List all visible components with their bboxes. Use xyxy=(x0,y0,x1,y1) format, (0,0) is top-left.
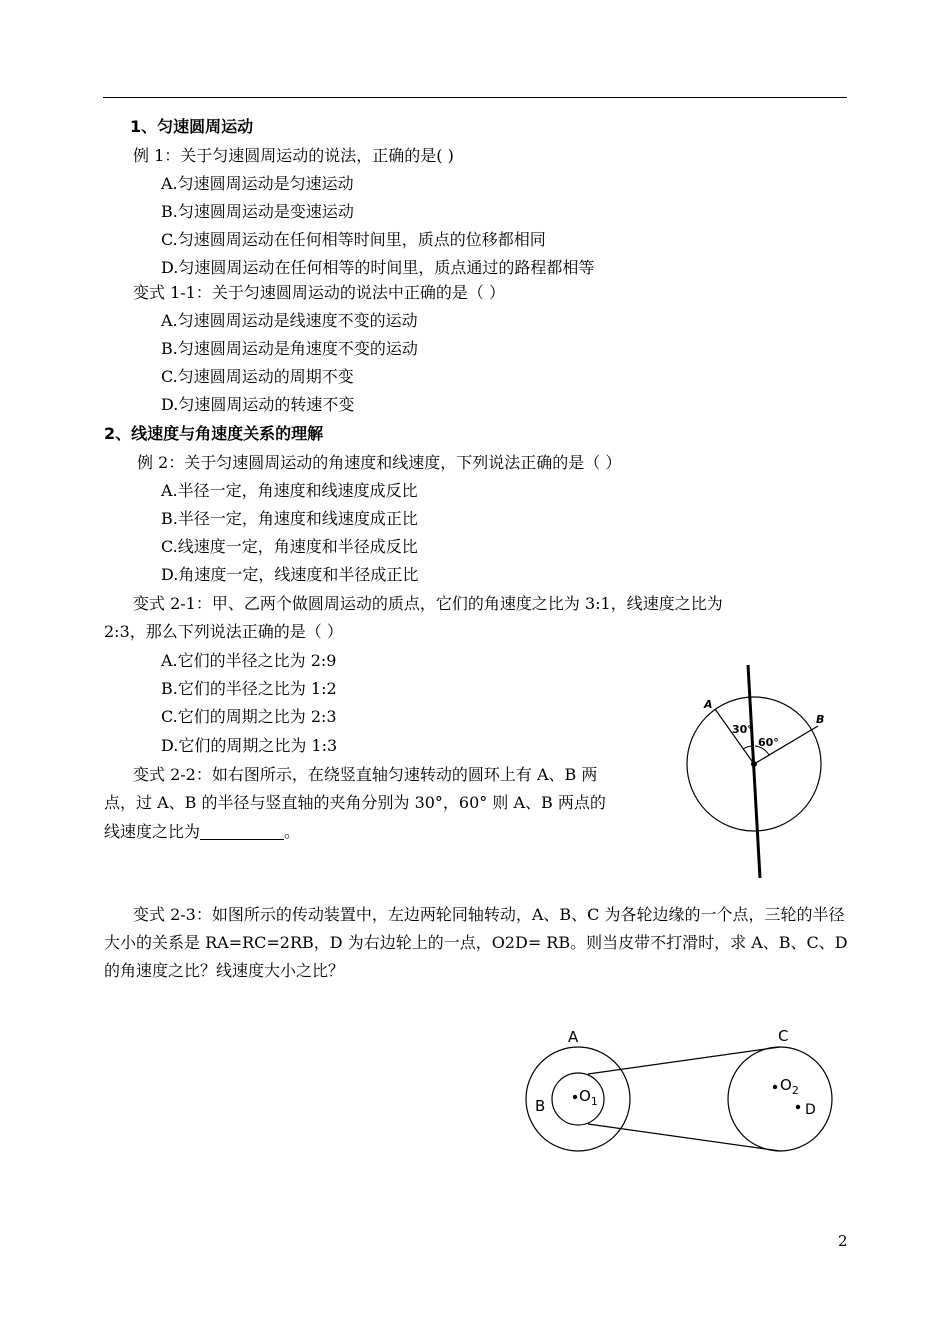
var21-stem-line2: 2:3，那么下列说法正确的是（ ） xyxy=(104,622,343,641)
angle-label-b: 60° xyxy=(758,736,779,749)
section2-heading: 2、线速度与角速度关系的理解 xyxy=(104,424,324,443)
var22-line3 xyxy=(104,821,300,843)
radius-a xyxy=(715,709,754,764)
ex1-option-d: D.匀速圆周运动在任何相等的时间里，质点通过的路程都相等 xyxy=(161,258,595,277)
center-dot xyxy=(751,761,757,767)
o2-dot xyxy=(773,1085,777,1089)
label-a: A xyxy=(704,698,713,711)
var22-line3-prefix: 线速度之比为 xyxy=(104,822,201,841)
var1-option-d: D.匀速圆周运动的转速不变 xyxy=(161,395,355,414)
ex1-stem: 例 1：关于匀速圆周运动的说法，正确的是( ) xyxy=(133,146,454,165)
o1-dot xyxy=(573,1095,577,1099)
label-a: A xyxy=(568,1028,579,1046)
var21-option-c: C.它们的周期之比为 2:3 xyxy=(161,707,337,726)
var23-text: 变式 2-3：如图所示的传动装置中，左边两轮同轴转动，A、B、C 为各轮边缘的一个点，三轮的半径大小的关系是 RA=RC=2RB，D 为右边轮上的一点，O2D= RB。则当皮带不打滑时，求 A、B、C、D 的角速度之比？线速度大小之比？ xyxy=(104,905,848,980)
var21-option-d: D.它们的周期之比为 1:3 xyxy=(161,736,338,755)
answer-blank xyxy=(200,821,284,840)
ex2-stem: 例 2：关于匀速圆周运动的角速度和线速度，下列说法正确的是（ ） xyxy=(137,453,622,472)
label-o1: $O_1$ xyxy=(579,1087,598,1108)
ex2-option-d: D.角速度一定，线速度和半径成正比 xyxy=(161,565,419,584)
header-rule xyxy=(103,97,847,98)
var21-option-b: B.它们的半径之比为 1:2 xyxy=(161,679,337,698)
ring-figure xyxy=(680,660,830,885)
ex1-option-c: C.匀速圆周运动在任何相等时间里，质点的位移都相同 xyxy=(161,230,546,249)
ex2-option-a: A.半径一定，角速度和线速度成反比 xyxy=(161,481,418,500)
belt-top xyxy=(588,1047,780,1074)
label-d: D xyxy=(805,1102,816,1118)
label-b: B xyxy=(816,713,825,726)
d-dot xyxy=(796,1105,800,1109)
pulley-figure xyxy=(518,1020,838,1165)
label-o2: $O_2$ xyxy=(780,1076,799,1097)
belt-bottom xyxy=(588,1124,780,1151)
section1-heading: 1、匀速圆周运动 xyxy=(130,117,254,136)
label-c: C xyxy=(778,1027,789,1045)
ex1-option-a: A.匀速圆周运动是匀速运动 xyxy=(161,174,354,193)
label-b: B xyxy=(535,1097,546,1115)
var22-line1: 变式 2-2：如右图所示，在绕竖直轴匀速转动的圆环上有 A、B 两 xyxy=(133,765,598,784)
var1-option-a: A.匀速圆周运动是线速度不变的运动 xyxy=(161,311,418,330)
var22-line3-suffix: 。 xyxy=(284,822,301,841)
var22-line2: 点，过 A、B 的半径与竖直轴的夹角分别为 30°，60° 则 A、B 两点的 xyxy=(104,793,606,812)
var21-option-a: A.它们的半径之比为 2:9 xyxy=(161,651,337,670)
var21-stem-line1: 变式 2-1：甲、乙两个做圆周运动的质点，它们的角速度之比为 3:1，线速度之比为 xyxy=(133,594,723,613)
page-number: 2 xyxy=(838,1232,848,1250)
ex2-option-b: B.半径一定，角速度和线速度成正比 xyxy=(161,509,418,528)
wheel-c xyxy=(728,1047,832,1151)
ex2-option-c: C.线速度一定，角速度和半径成反比 xyxy=(161,537,418,556)
var1-option-c: C.匀速圆周运动的周期不变 xyxy=(161,367,354,386)
angle-label-a: 30° xyxy=(732,723,753,736)
var1-stem: 变式 1-1：关于匀速圆周运动的说法中正确的是（ ） xyxy=(133,283,505,302)
ex1-option-b: B.匀速圆周运动是变速运动 xyxy=(161,202,354,221)
var1-option-b: B.匀速圆周运动是角速度不变的运动 xyxy=(161,339,418,358)
